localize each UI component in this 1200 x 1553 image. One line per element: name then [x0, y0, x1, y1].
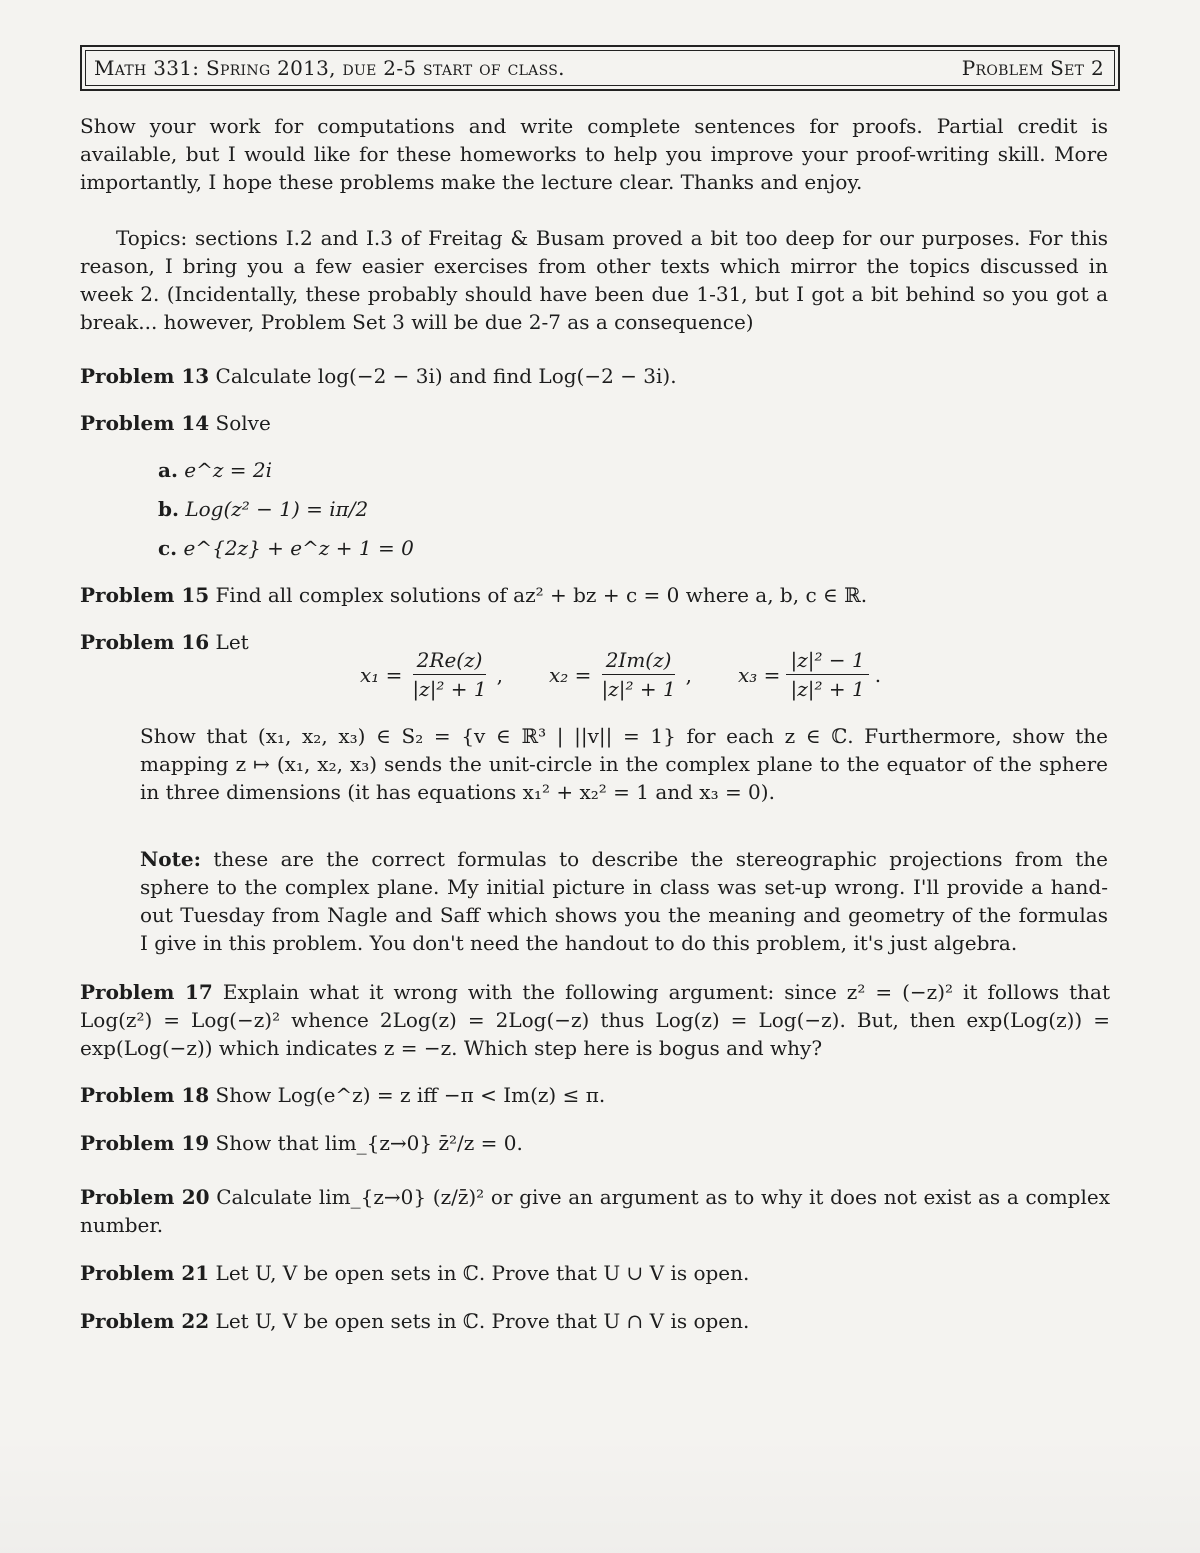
x2-lhs: x₂ = — [549, 662, 592, 687]
problem-14-part-c — [158, 534, 414, 562]
x3-numerator: |z|² − 1 — [786, 648, 868, 675]
part-equation: e^z = 2i — [184, 458, 273, 482]
problem-label: Problem 14 — [80, 411, 210, 435]
problem-17 — [80, 978, 1110, 1062]
problem-label: Problem 15 — [80, 583, 210, 607]
topics-paragraph: Topics: sections I.2 and I.3 of Freitag & Busam proved a bit too deep for our purposes. For this reason, I bring you a few easier exercises from other texts which mirror the topics discussed in week 2. (Incidentally, these probably should have been due 1-31, but I got a bit behind so you got a break... however, Problem Set 3 will be due 2-7 as a consequence) — [80, 226, 1108, 334]
course-title: Math 331: Spring 2013, due 2-5 start of class. — [94, 56, 565, 80]
problem-19 — [80, 1129, 1110, 1157]
problem-text: Show that lim_{z→0} z̄²/z = 0. — [215, 1131, 523, 1155]
part-label: a. — [158, 458, 178, 482]
intro-paragraph: Show your work for computations and write complete sentences for proofs. Partial credit is available, but I would like for these homeworks to help you improve your proof-writing skill. More importantly, I hope these problems make the lecture clear. Thanks and enjoy. — [80, 114, 1108, 194]
x2-fraction — [597, 648, 679, 701]
part-equation: Log(z² − 1) = iπ/2 — [185, 497, 369, 521]
problem-label: Problem 20 — [80, 1185, 210, 1209]
problem-text: Solve — [215, 411, 271, 435]
x2-formula — [549, 648, 692, 701]
problem-text: Calculate lim_{z→0} (z/z̄)² or give an argument as to why it does not exist as a complex number. — [80, 1185, 1110, 1237]
x1-numerator: 2Re(z) — [413, 648, 487, 675]
problem-16-note — [140, 845, 1108, 957]
note-label: Note: — [140, 847, 201, 871]
header-box — [80, 45, 1120, 91]
problem-label: Problem 13 — [80, 364, 210, 388]
problem-text: Calculate log(−2 − 3i) and find Log(−2 − 3i). — [215, 364, 677, 388]
problem-label: Problem 17 — [80, 980, 213, 1004]
x3-denominator: |z|² + 1 — [790, 677, 865, 701]
x1-denominator: |z|² + 1 — [412, 677, 487, 701]
problem-14-part-a — [158, 456, 272, 484]
x1-lhs: x₁ = — [360, 662, 403, 687]
note-text: these are the correct formulas to describe the stereographic projections from the sphere to the complex plane. My initial picture in class was set-up wrong. I'll provide a hand-out Tuesday from Nagle and Saff which shows you the meaning and geometry of the formulas I give in this problem. You don't need the handout to do this problem, it's just algebra. — [140, 847, 1109, 955]
problem-15 — [80, 581, 1110, 609]
x2-denominator: |z|² + 1 — [601, 677, 676, 701]
scan-shading — [0, 1433, 1200, 1553]
problem-text: Show Log(e^z) = z iff −π < Im(z) ≤ π. — [215, 1083, 606, 1107]
part-equation: e^{2z} + e^z + 1 = 0 — [183, 536, 414, 560]
problem-text: Let U, V be open sets in ℂ. Prove that U ∩ V is open. — [215, 1309, 750, 1333]
part-label: b. — [158, 497, 179, 521]
problem-label: Problem 18 — [80, 1083, 210, 1107]
problem-label: Problem 19 — [80, 1131, 210, 1155]
problem-label: Problem 16 — [80, 630, 210, 654]
x2-numerator: 2Im(z) — [602, 648, 676, 675]
problem-label: Problem 22 — [80, 1309, 210, 1333]
part-label: c. — [158, 536, 178, 560]
problem-text: Let U, V be open sets in ℂ. Prove that U ∪ V is open. — [215, 1261, 750, 1285]
x1-punct: , — [496, 662, 504, 687]
problem-14 — [80, 409, 1110, 437]
x3-formula — [738, 648, 881, 701]
problem-16-body: Show that (x₁, x₂, x₃) ∈ S₂ = {v ∈ ℝ³ | ||v|| = 1} for each z ∈ ℂ. Furthermore, show the mapping z ↦ (x₁, x₂, x₃) sends the unit-circle in the complex plane to the equator of the sphere in three dimensions (it has equations x₁² + x₂² = 1 and x₃ = 0). — [140, 724, 1108, 804]
x2-punct: , — [685, 662, 693, 687]
problem-21 — [80, 1259, 1110, 1287]
problem-22 — [80, 1307, 1110, 1335]
x1-formula — [360, 648, 503, 701]
problem-text: Find all complex solutions of az² + bz + c = 0 where a, b, c ∈ ℝ. — [215, 583, 868, 607]
problem-text: Let — [215, 630, 249, 654]
x3-punct: . — [874, 662, 882, 687]
problem-set-title: Problem Set 2 — [961, 56, 1104, 80]
x3-fraction — [786, 648, 868, 701]
stereographic-formulas — [360, 648, 881, 701]
problem-13 — [80, 362, 1110, 390]
x3-lhs: x₃ = — [738, 662, 781, 687]
problem-20 — [80, 1183, 1110, 1239]
problem-18 — [80, 1081, 1110, 1109]
problem-text: Explain what it wrong with the following argument: since z² = (−z)² it follows that Log(z²) = Log(−z)² whence 2Log(z) = 2Log(−z) thus Log(z) = Log(−z). But, then exp(Log(z)) = exp(Log(−z)) which indicates z = −z. Which step here is bogus and why? — [80, 980, 1111, 1060]
problem-14-part-b — [158, 495, 368, 523]
problem-label: Problem 21 — [80, 1261, 210, 1285]
x1-fraction — [408, 648, 490, 701]
